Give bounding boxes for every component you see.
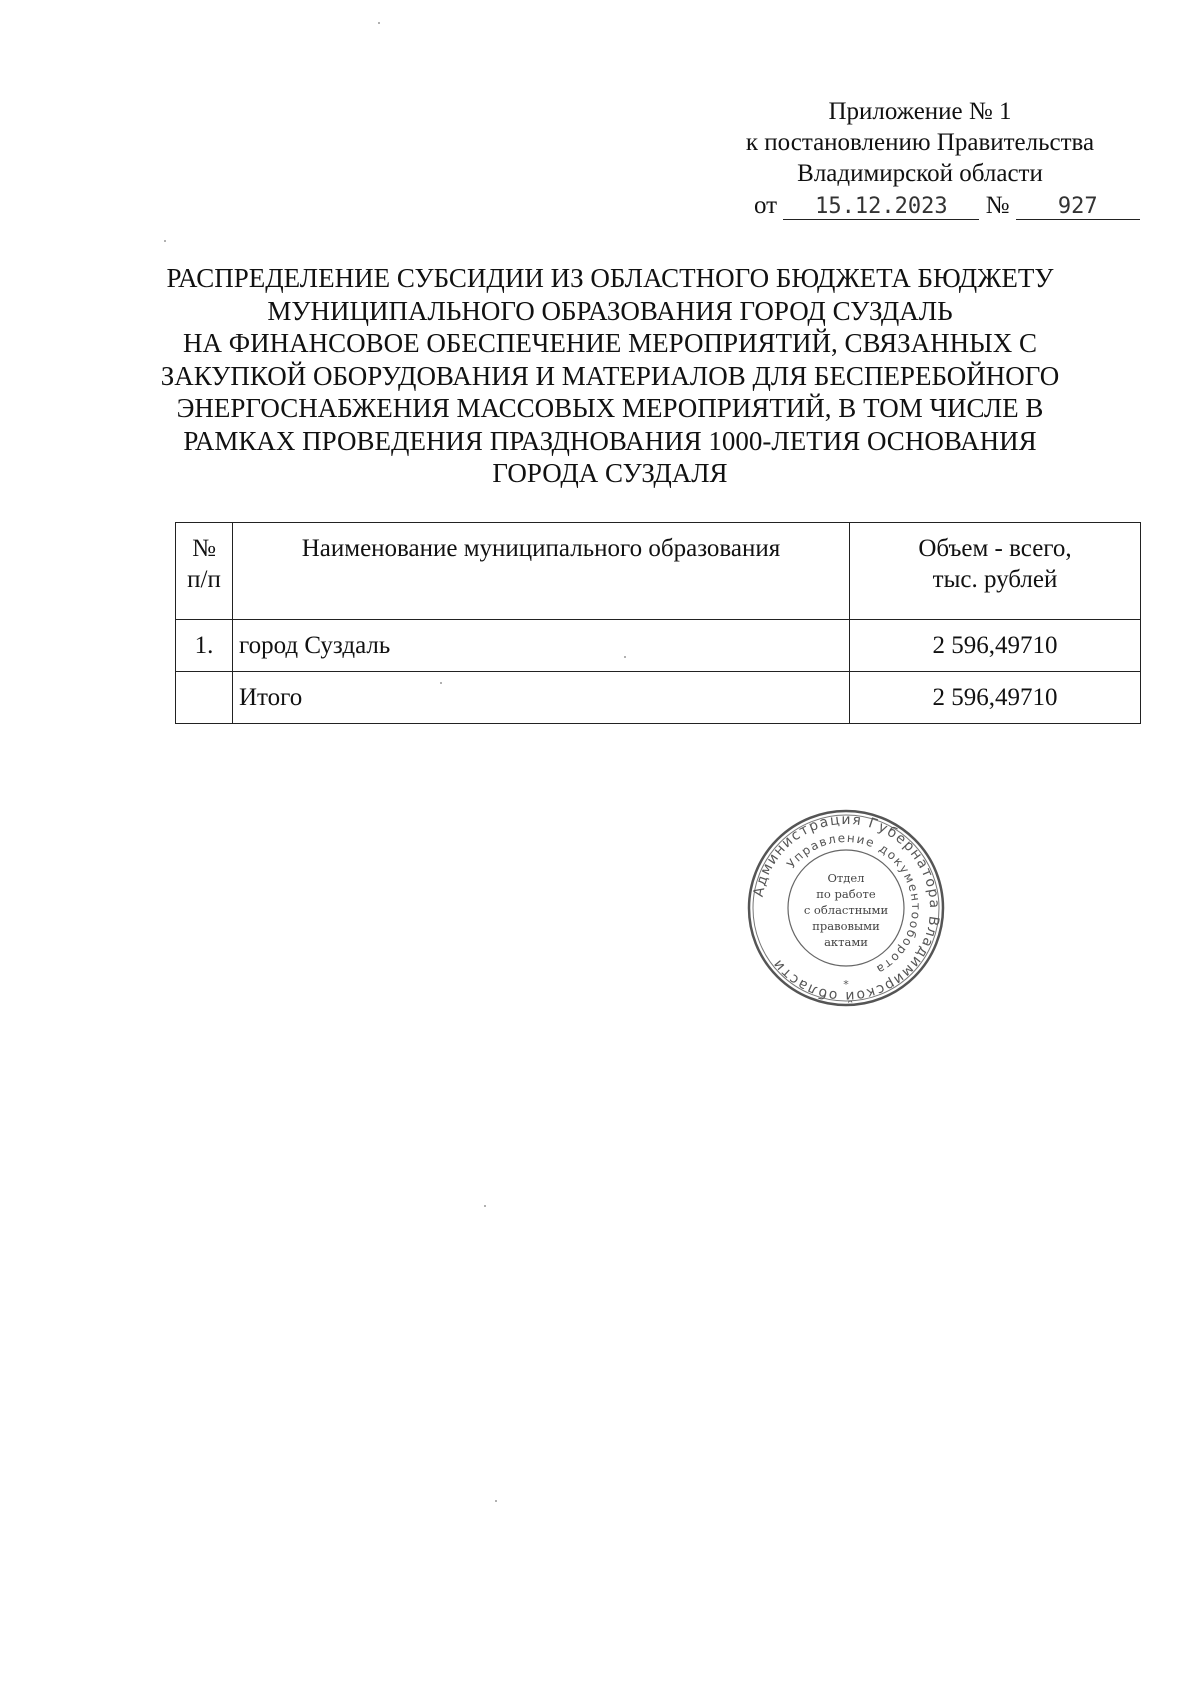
row-volume: 2 596,49710 xyxy=(850,620,1141,672)
appendix-region: Владимирской области xyxy=(797,160,1043,187)
appendix-block xyxy=(700,96,1140,221)
number-value: 927 xyxy=(1016,195,1140,220)
table-row xyxy=(176,620,1141,672)
stamp-center-line: актами xyxy=(824,935,868,949)
header-volume xyxy=(850,523,1141,620)
title-line: ГОРОДА СУЗДАЛЯ xyxy=(492,458,728,488)
table-header-row xyxy=(176,523,1141,620)
row-num: 1. xyxy=(176,620,233,672)
appendix-number: Приложение № 1 xyxy=(828,98,1012,125)
row-name: город Суздаль xyxy=(233,620,850,672)
stamp-center-line: правовыми xyxy=(812,919,880,933)
total-name: Итого xyxy=(233,672,850,724)
stamp-outer-text: Администрация Губернатора Владимирской области xyxy=(750,811,943,1005)
scan-speck xyxy=(440,682,442,684)
header-num-line2: п/п xyxy=(187,566,221,593)
total-volume: 2 596,49710 xyxy=(850,672,1141,724)
stamp-seal-icon xyxy=(746,808,946,1008)
svg-text:*: * xyxy=(843,978,849,991)
title-line: ЭНЕРГОСНАБЖЕНИЯ МАССОВЫХ МЕРОПРИЯТИЙ, В ТОМ ЧИСЛЕ В xyxy=(176,393,1044,423)
scan-speck xyxy=(624,656,626,658)
date-prefix: от xyxy=(754,192,778,219)
document-title xyxy=(150,262,1070,490)
header-num xyxy=(176,523,233,620)
date-value: 15.12.2023 xyxy=(783,195,979,220)
number-prefix: № xyxy=(985,192,1010,219)
header-volume-line2: тыс. рублей xyxy=(932,566,1058,593)
stamp-center-line: с областными xyxy=(803,903,889,917)
appendix-resolution: к постановлению Правительства xyxy=(745,129,1095,156)
header-num-line1: № xyxy=(192,535,216,562)
scan-speck xyxy=(378,22,380,24)
header-name: Наименование муниципального образования xyxy=(233,523,850,620)
stamp-inner-text: Управление документооборота xyxy=(784,830,924,978)
title-line: ЗАКУПКОЙ ОБОРУДОВАНИЯ И МАТЕРИАЛОВ ДЛЯ БЕСПЕРЕБОЙНОГО xyxy=(160,360,1060,391)
total-num xyxy=(176,672,233,724)
official-stamp xyxy=(746,808,946,1008)
title-line: РАСПРЕДЕЛЕНИЕ СУБСИДИИ ИЗ ОБЛАСТНОГО БЮДЖЕТА БЮДЖЕТУ xyxy=(166,263,1054,293)
scan-speck xyxy=(495,1500,497,1502)
scan-speck xyxy=(484,1205,486,1207)
allocation-table xyxy=(175,522,1141,724)
appendix-date-line xyxy=(700,190,1140,221)
table-total-row xyxy=(176,672,1141,724)
title-line: НА ФИНАНСОВОЕ ОБЕСПЕЧЕНИЕ МЕРОПРИЯТИЙ, СВЯЗАННЫХ С xyxy=(183,328,1037,358)
stamp-center-line: Отдел xyxy=(827,871,865,885)
title-line: РАМКАХ ПРОВЕДЕНИЯ ПРАЗДНОВАНИЯ 1000-ЛЕТИЯ ОСНОВАНИЯ xyxy=(183,425,1037,456)
scan-speck xyxy=(164,240,166,242)
title-line: МУНИЦИПАЛЬНОГО ОБРАЗОВАНИЯ ГОРОД СУЗДАЛЬ xyxy=(267,295,953,326)
header-volume-line1: Объем - всего, xyxy=(918,535,1072,562)
stamp-center-line: по работе xyxy=(816,887,876,901)
